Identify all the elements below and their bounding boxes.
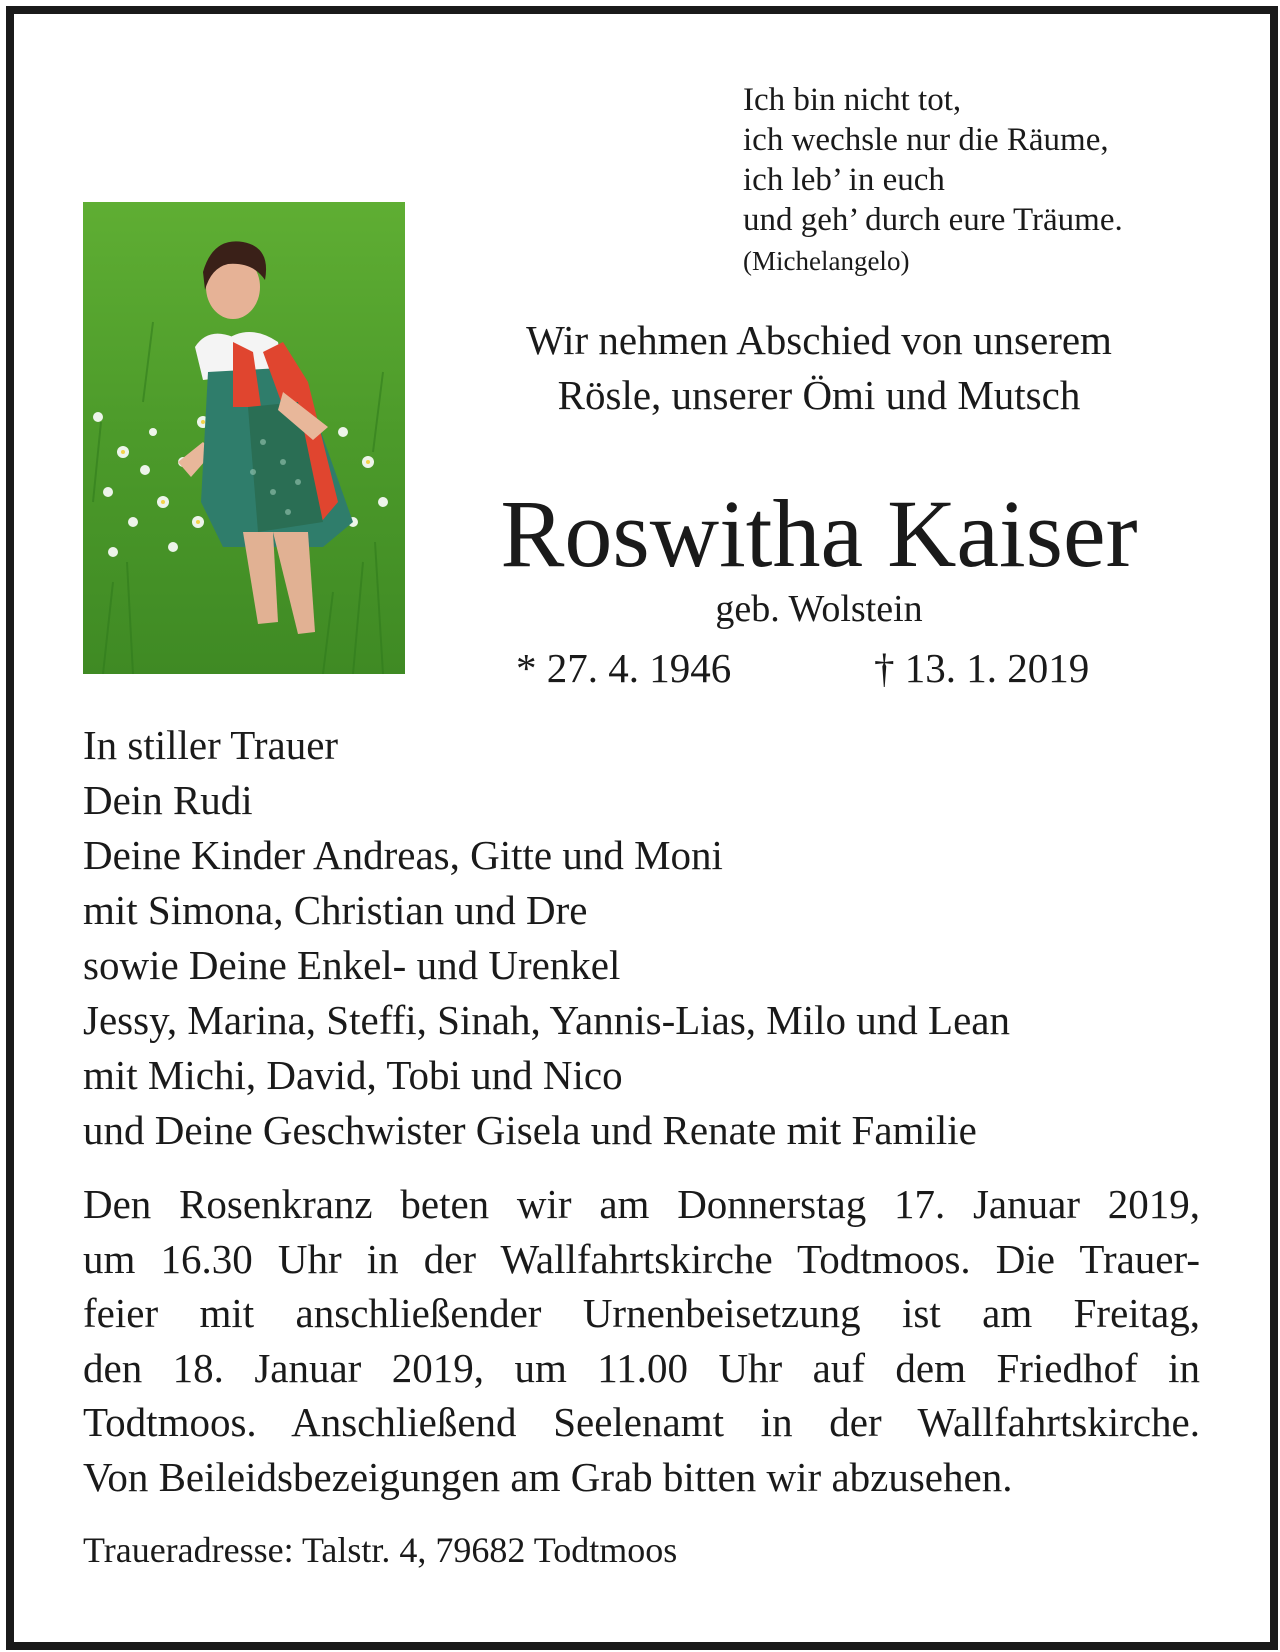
poem-line: Ich bin nicht tot, xyxy=(743,82,962,118)
mourner-line: Deine Kinder Andreas, Gitte und Moni xyxy=(83,832,723,878)
poem xyxy=(743,80,1123,280)
poem-line: ich leb’ in euch xyxy=(743,162,945,198)
service-details xyxy=(83,1177,1200,1504)
birth-date: * 27. 4. 1946 xyxy=(516,645,732,691)
mourner-line: In stiller Trauer xyxy=(83,722,339,768)
mourner-line: Jessy, Marina, Steffi, Sinah, Yannis-Lias, Milo und Lean xyxy=(83,997,1010,1043)
service-line: Den Rosenkranz beten wir am Donnerstag 17. Januar 2019, xyxy=(83,1181,1200,1227)
mourning-address: Traueradresse: Talstr. 4, 79682 Todtmoos xyxy=(83,1530,678,1570)
farewell-text xyxy=(430,313,1208,423)
service-line: den 18. Januar 2019, um 11.00 Uhr auf dem Friedhof in xyxy=(83,1344,1200,1391)
mourner-line: sowie Deine Enkel- und Urenkel xyxy=(83,942,621,988)
portrait-photo xyxy=(83,202,405,674)
poem-line: ich wechsle nur die Räume, xyxy=(743,122,1109,158)
born-name: geb. Wolstein xyxy=(715,588,923,630)
mourners-list xyxy=(83,718,1010,1158)
death-date: † 13. 1. 2019 xyxy=(874,645,1090,691)
farewell-line: Wir nehmen Abschied von unserem xyxy=(526,317,1112,363)
deceased-name: Roswitha Kaiser xyxy=(500,480,1138,587)
mourner-line: mit Michi, David, Tobi und Nico xyxy=(83,1052,623,1098)
service-line: um 16.30 Uhr in der Wallfahrtskirche Todtmoos. Die Trauer- xyxy=(83,1235,1200,1282)
mourner-line: Dein Rudi xyxy=(83,777,253,823)
mourner-line: und Deine Geschwister Gisela und Renate mit Familie xyxy=(83,1107,977,1153)
poem-author: (Michelangelo) xyxy=(743,246,910,276)
mourner-line: mit Simona, Christian und Dre xyxy=(83,887,588,933)
service-line: feier mit anschließender Urnenbeisetzung ist am Freitag, xyxy=(83,1290,1200,1336)
farewell-line: Rösle, unserer Ömi und Mutsch xyxy=(557,372,1081,418)
service-line: Von Beileidsbezeigungen am Grab bitten wir abzusehen. xyxy=(83,1453,1013,1500)
poem-line: und geh’ durch eure Träume. xyxy=(743,202,1123,238)
service-line: Todtmoos. Anschließend Seelenamt in der Wallfahrtskirche. xyxy=(83,1399,1200,1445)
